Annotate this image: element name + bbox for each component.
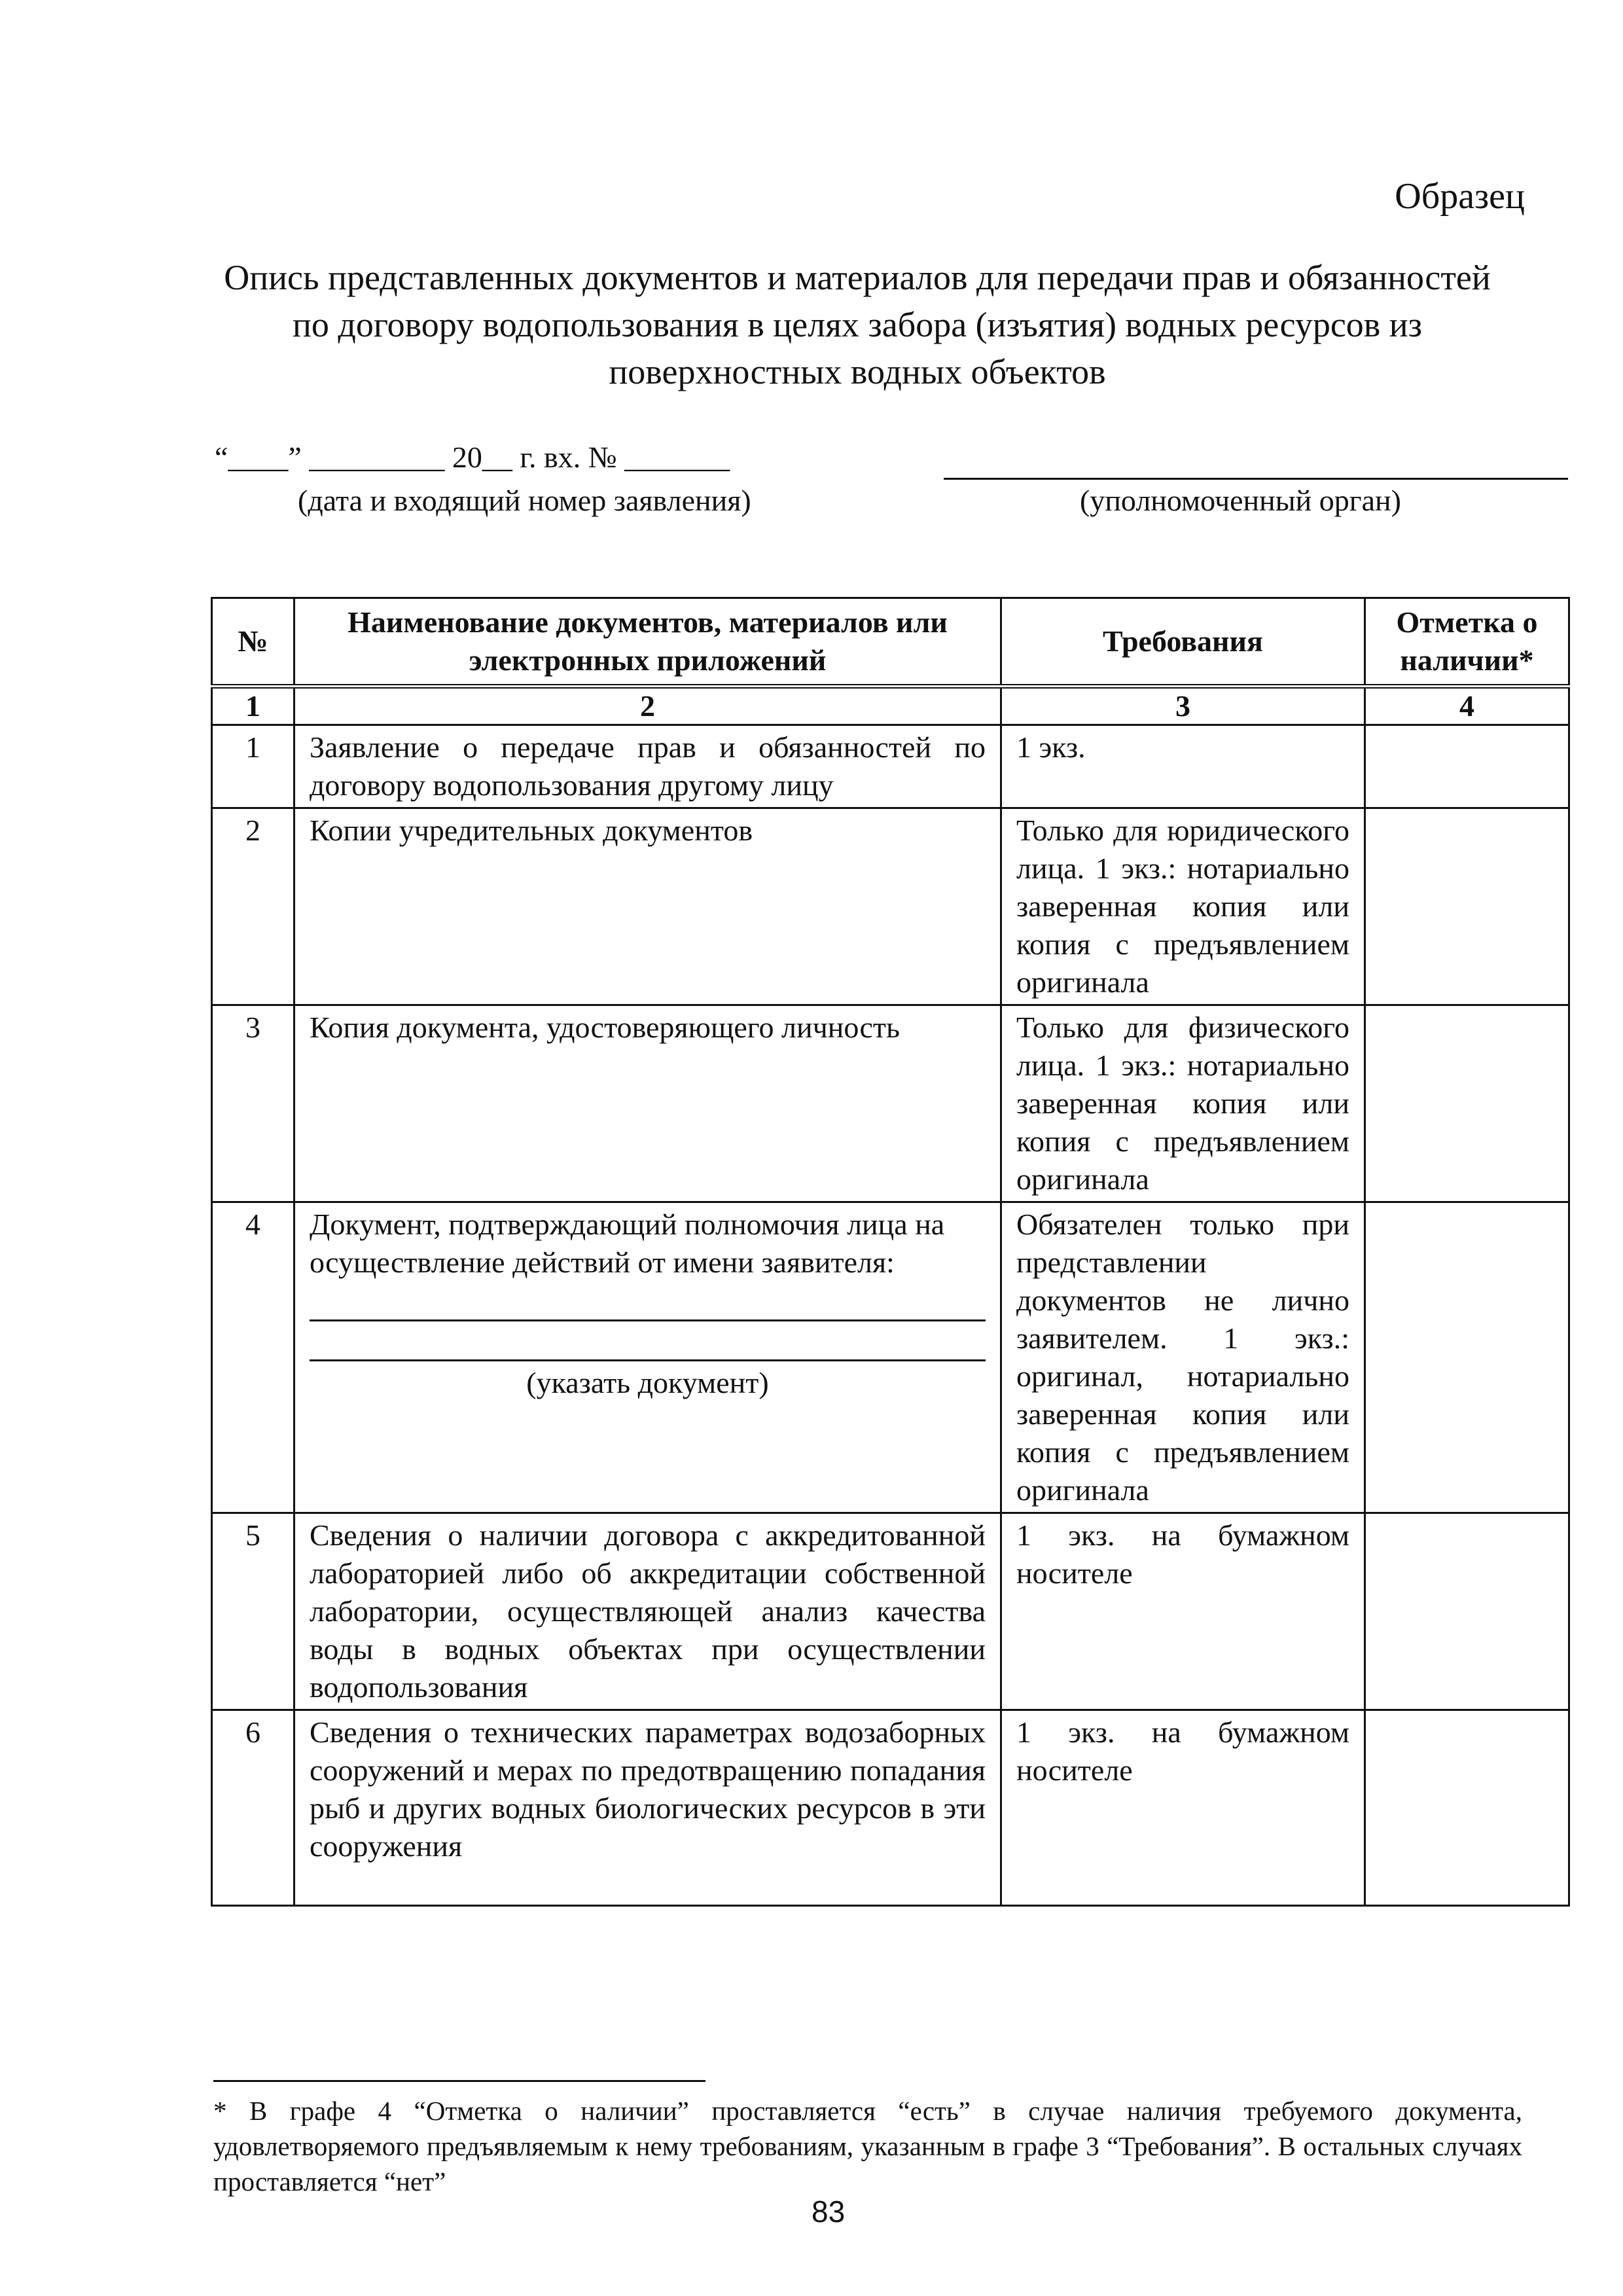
sample-label: Образец [1395, 176, 1525, 217]
date-number-line: “____” _________ 20__ г. вх. № _______ [215, 440, 730, 474]
requirements-text: Только для физического лица. 1 экз.: нотариально заверенная копия или копия с предъявлением оригинала [1001, 1005, 1365, 1202]
footnote-text: * В графе 4 “Отметка о наличии” проставляется “есть” в случае наличия требуемого документа, удовлетворяемого предъявляемым к нему требованиям, указанным в графе 3 “Требования”. В остальных случаях проставляется “нет” [213, 2096, 1522, 2197]
document-name: Копия документа, удостоверяющего личность [294, 1005, 1001, 1202]
table-row [212, 1513, 1569, 1710]
fill-in-line[interactable] [310, 1282, 986, 1321]
requirements-text: 1 экз. [1001, 725, 1365, 808]
availability-mark-cell[interactable] [1365, 1202, 1569, 1513]
column-number: 4 [1365, 687, 1569, 725]
header-number: № [212, 598, 294, 687]
column-number-row [212, 687, 1569, 725]
caption-organ: (уполномоченный орган) [1080, 484, 1401, 517]
availability-mark-cell[interactable] [1365, 1513, 1569, 1710]
requirements-text: Только для юридического лица. 1 экз.: нотариально заверенная копия или копия с предъявлением оригинала [1001, 808, 1365, 1005]
header-availability: Отметка о наличии* [1365, 598, 1569, 687]
document-name: Копии учредительных документов [294, 808, 1001, 1005]
row-number: 4 [212, 1202, 294, 1513]
document-name: Заявление о передаче прав и обязанностей по договору водопользования другому лицу [294, 725, 1001, 808]
document-name: Сведения о технических параметрах водозаборных сооружений и мерах по предотвращению попадания рыб и других водных биологических ресурсов в эти сооружения [294, 1710, 1001, 1906]
document-name-cell [294, 1202, 1001, 1513]
table-row [212, 1710, 1569, 1906]
header-name: Наименование документов, материалов или электронных приложений [294, 598, 1001, 687]
organ-blank-line [944, 478, 1568, 480]
row-number: 5 [212, 1513, 294, 1710]
row-number: 1 [212, 725, 294, 808]
row-number: 6 [212, 1710, 294, 1906]
table-row [212, 725, 1569, 808]
table-row [212, 1202, 1569, 1513]
document-title: Опись представленных документов и материалов для передачи прав и обязанностей по договору водопользования в целях забора (изъятия) водных ресурсов из поверхностных водных объектов [224, 258, 1491, 391]
table-header-row [212, 598, 1569, 687]
availability-mark-cell[interactable] [1365, 1710, 1569, 1906]
page-number: 83 [812, 2195, 846, 2229]
requirements-text: 1 экз. на бумажном носителе [1001, 1710, 1365, 1906]
header-requirements: Требования [1001, 598, 1365, 687]
availability-mark-cell[interactable] [1365, 808, 1569, 1005]
document-name: Документ, подтверждающий полномочия лица на осуществление действий от имени заявителя: [310, 1208, 945, 1279]
inventory-table [211, 597, 1570, 1907]
availability-mark-cell[interactable] [1365, 725, 1569, 808]
table-row [212, 808, 1569, 1005]
row-number: 3 [212, 1005, 294, 1202]
row-number: 2 [212, 808, 294, 1005]
availability-mark-cell[interactable] [1365, 1005, 1569, 1202]
column-number: 3 [1001, 687, 1365, 725]
fill-in-line[interactable] [310, 1321, 986, 1361]
column-number: 2 [294, 687, 1001, 725]
specify-document-note: (указать документ) [526, 1366, 769, 1399]
caption-date: (дата и входящий номер заявления) [298, 484, 751, 517]
requirements-text: Обязателен только при представлении документов не лично заявителем. 1 экз.: оригинал, нотариально заверенная копия или копия с предъявлением оригинала [1001, 1202, 1365, 1513]
column-number: 1 [212, 687, 294, 725]
requirements-text: 1 экз. на бумажном носителе [1001, 1513, 1365, 1710]
table-row [212, 1005, 1569, 1202]
document-name: Сведения о наличии договора с аккредитованной лабораторией либо об аккредитации собственной лаборатории, осуществляющей анализ качества воды в водных объектах при осуществлении водопользования [294, 1513, 1001, 1710]
footnote-separator [213, 2080, 705, 2082]
